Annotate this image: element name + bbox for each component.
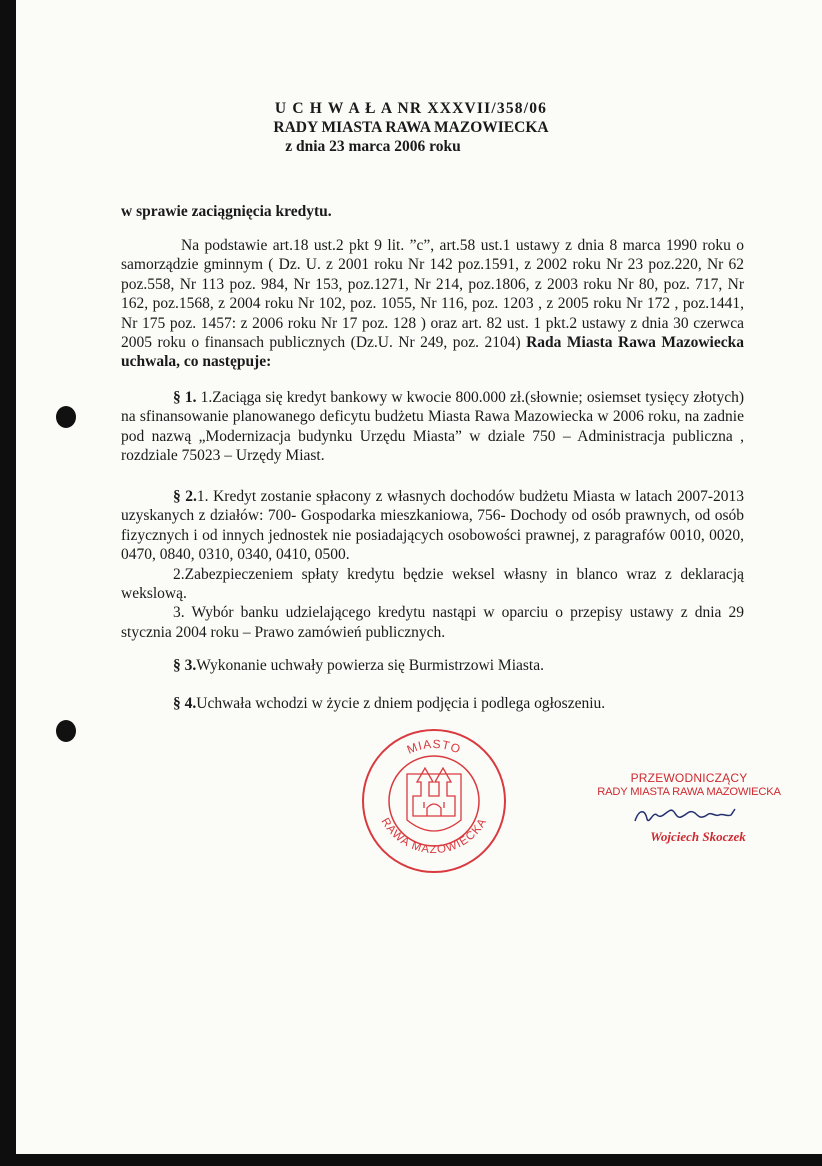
town-seal-stamp (361, 728, 507, 874)
section-1-text: 1.Zaciąga się kredyt bankowy w kwocie 800.000 zł.(słownie; osiemset tysięcy złotych) na sfinansowanie planowanego deficytu budżetu Miasta Rawa Mazowiecka w 2006 roku, na zadnie pod nazwą „Modernizacja budynku Urzędu Miasta” w dziale 750 – Administracja publiczna , rozdziale 75023 – Urzędy Miast. (121, 389, 744, 465)
section-2 (121, 487, 744, 642)
legal-basis-text: Na podstawie art.18 ust.2 pkt 9 lit. ”c”, art.58 ust.1 ustawy z dnia 8 marca 1990 roku o samorządzie gminnym ( Dz. U. z 2001 roku Nr 142 poz.1591, z 2002 roku Nr 23 poz.220, Nr 62 poz.558, Nr 113 poz. 984, Nr 153, poz.1271, Nr 214, poz.1806, z 2003 roku Nr 80, poz. 717, Nr 162, poz.1568, z 2004 roku Nr 102, poz. 1055, Nr 116, poz. 1203 , z 2005 roku Nr 172 , poz.1441, Nr 175 poz. 1457: z 2006 roku Nr 17 poz. 128 ) oraz art. 82 ust. 1 pkt.2 ustawy z dnia 30 czerwca 2005 roku o finansach publicznych (Dz.U. Nr 249, poz. 2104) (121, 237, 744, 352)
resolution-clause: Rada Miasta Rawa Mazowiecka uchwala, co następuje: (121, 334, 744, 371)
castle-coat-of-arms-icon (407, 768, 461, 831)
resolution-date: z dnia 23 marca 2006 roku (285, 138, 461, 155)
legal-basis-paragraph (121, 236, 744, 372)
section-1 (121, 388, 744, 466)
resolution-number: U C H W A Ł A NR XXXVII/358/06 (274, 100, 548, 117)
section-1-mark: § 1. (173, 389, 197, 406)
document-header (0, 99, 822, 156)
chairman-council: RADY MIASTA RAWA MAZOWIECKA (597, 786, 781, 798)
council-name: RADY MIASTA RAWA MAZOWIECKA (273, 119, 549, 136)
section-3 (121, 656, 744, 675)
punch-hole-top (56, 406, 76, 428)
punch-hole-bottom (56, 720, 76, 742)
section-4 (121, 694, 744, 713)
seal-top-text: MIASTO (404, 736, 464, 757)
scan-left-edge (0, 0, 16, 1166)
scan-bottom-edge (0, 1154, 822, 1166)
handwritten-signature (629, 803, 749, 827)
chairman-signature-block (589, 772, 789, 845)
section-2-item-3: 3. Wybór banku udzielającego kredytu nastąpi w oparciu o przepisy ustawy z dnia 29 stycznia 2004 roku – Prawo zamówień publicznych. (121, 604, 744, 641)
seal-bottom-text: RAWA MAZOWIECKA (378, 816, 490, 857)
section-3-mark: § 3. (173, 657, 197, 674)
section-2-mark: § 2. (173, 488, 197, 505)
section-2-item-1: 1. Kredyt zostanie spłacony z własnych dochodów budżetu Miasta w latach 2007-2013 uzyskanych z działów: 700- Gospodarka mieszkaniowa, 756- Dochody od osób prawnych, od osób fizycznych i od innych jednostek nie posiadających osobowości prawnej, z paragrafów 0010, 0020, 0470, 0840, 0310, 0340, 0410, 0500. (121, 488, 745, 564)
section-2-item-2: 2.Zabezpieczeniem spłaty kredytu będzie weksel własny in blanco wraz z deklaracją wekslową. (121, 565, 744, 603)
chairman-name: Wojciech Skoczek (650, 829, 746, 844)
section-4-mark: § 4. (173, 695, 197, 712)
section-4-text: Uchwała wchodzi w życie z dniem podjęcia i podlega ogłoszeniu. (196, 695, 606, 712)
chairman-title: PRZEWODNICZĄCY (630, 771, 748, 785)
section-3-text: Wykonanie uchwały powierza się Burmistrzowi Miasta. (196, 657, 544, 674)
subject-line: w sprawie zaciągnięcia kredytu. (121, 203, 332, 220)
